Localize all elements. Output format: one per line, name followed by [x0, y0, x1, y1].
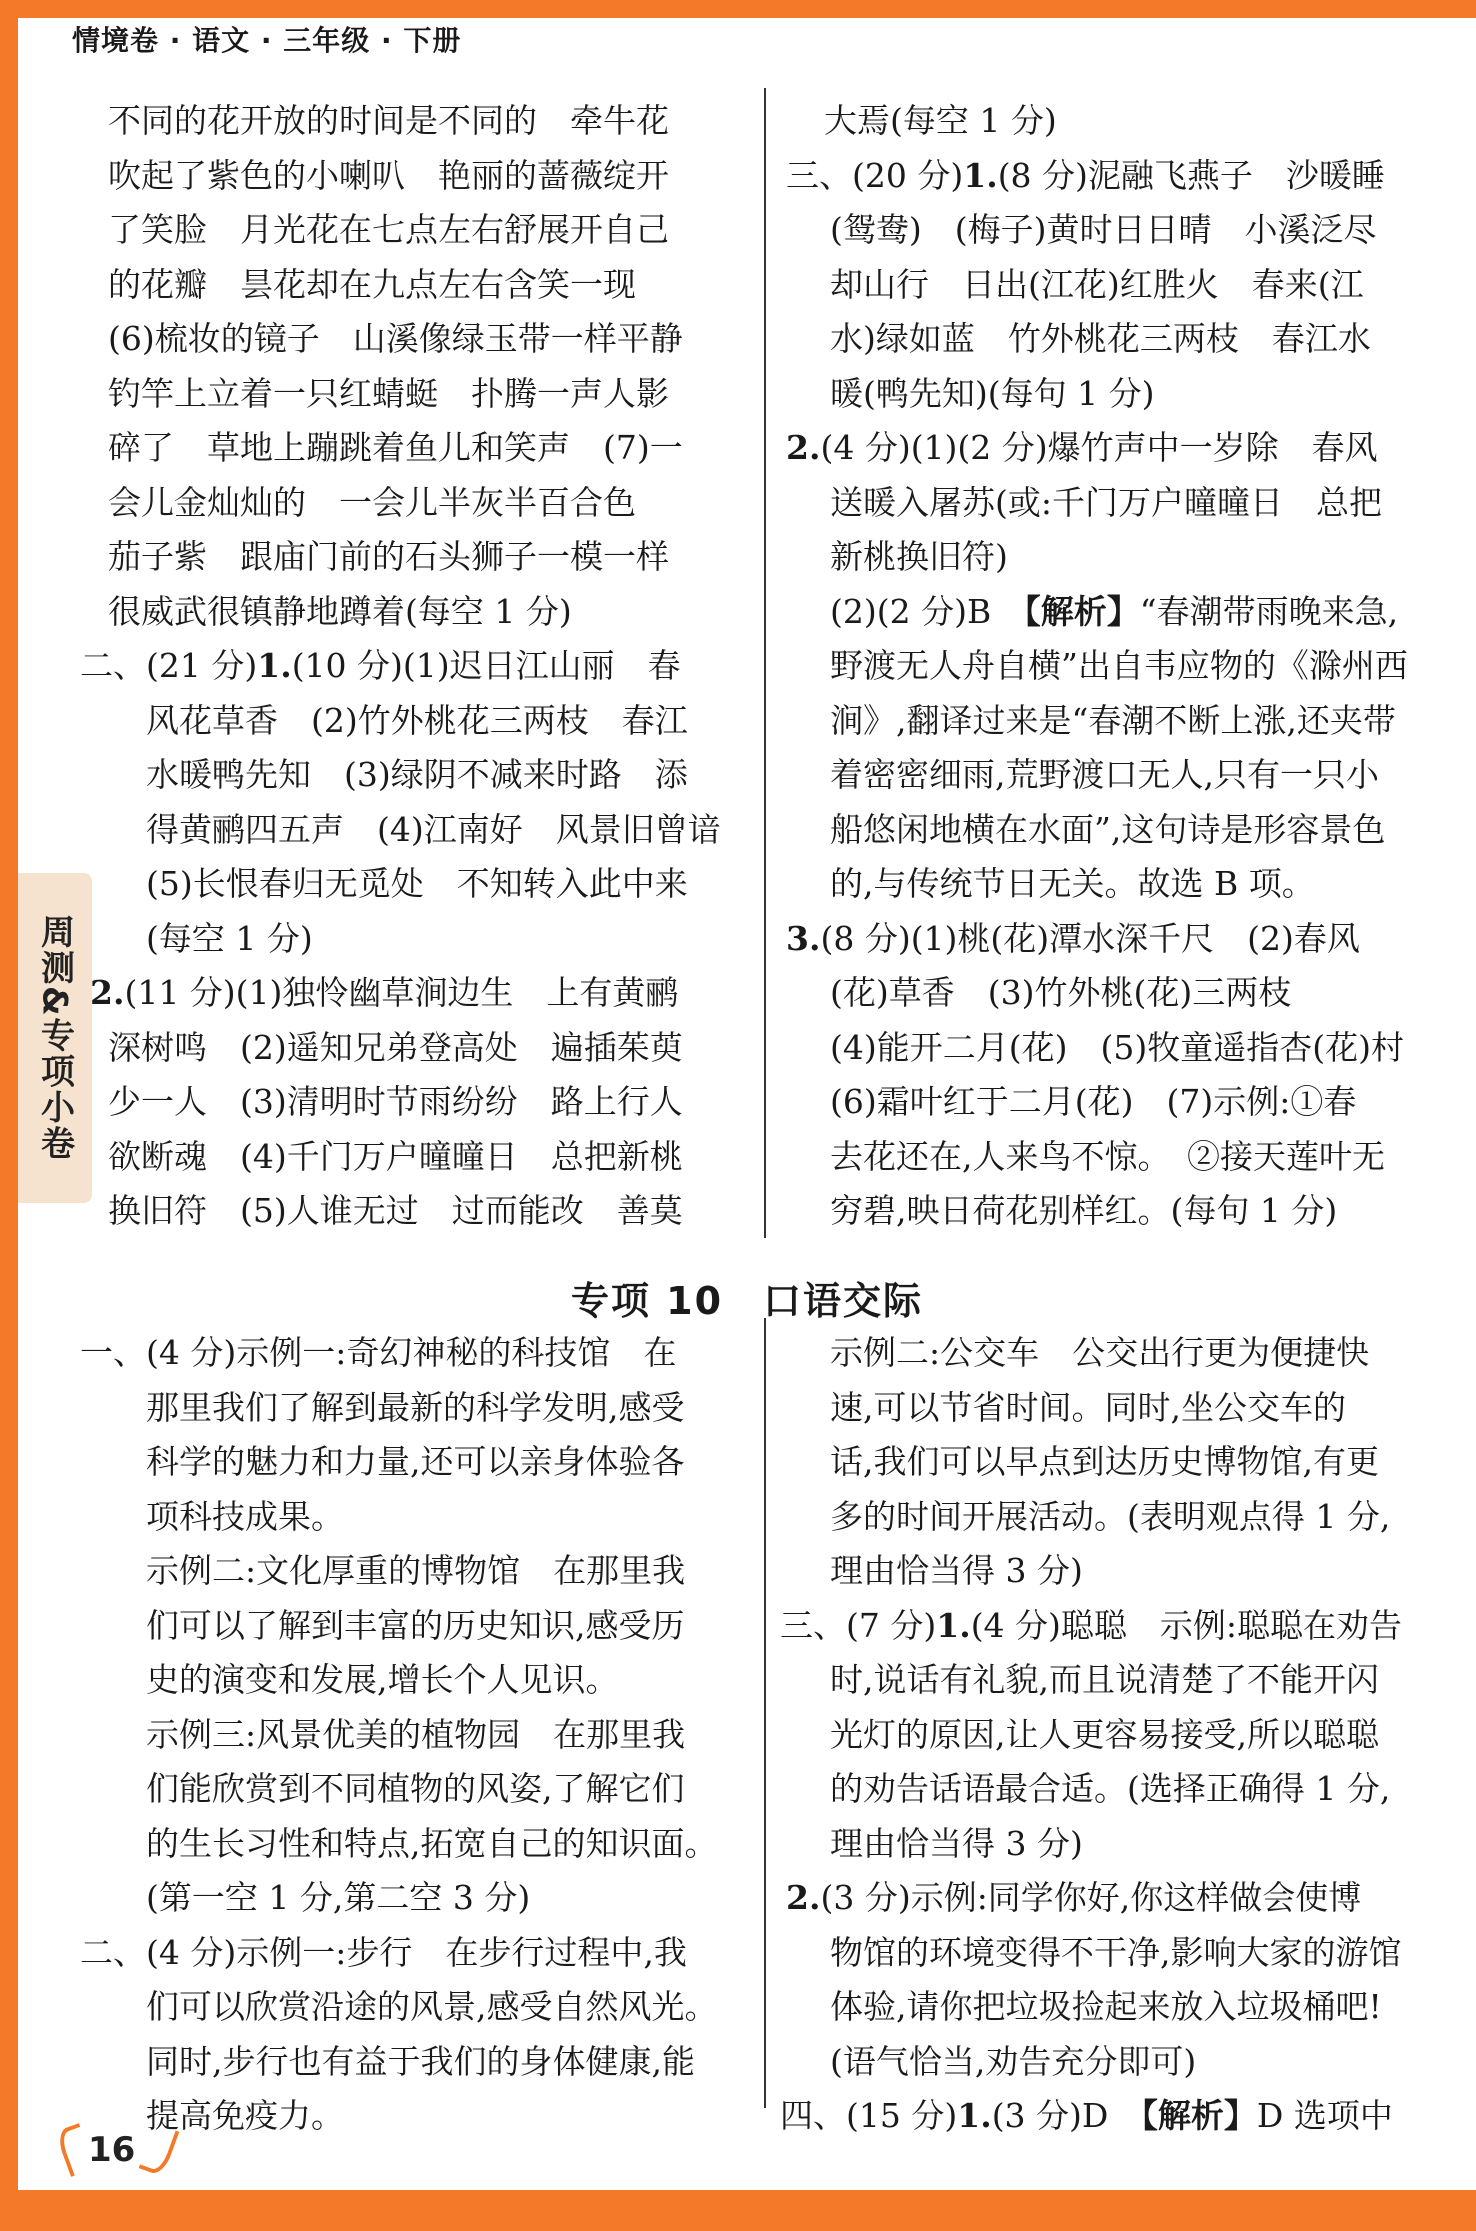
text-line: 话,我们可以早点到达历史博物馆,有更 — [830, 1442, 1379, 1481]
answer-text: “春潮带雨晚来急, — [1139, 591, 1399, 631]
right-sec3-q2-lines — [786, 476, 1466, 585]
text-line: 水暖鸭先知 (3)绿阴不减来时路 添 — [146, 755, 688, 794]
text-line: 茄子紫 跟庙门前的石头狮子一模一样 — [108, 537, 669, 576]
left-sec2-q1 — [80, 639, 758, 694]
text-line: 同时,步行也有益于我们的身体健康,能 — [146, 2041, 695, 2081]
left-sec2-q2 — [90, 966, 758, 1021]
right-column-top — [786, 94, 1466, 1239]
right-sec3-q3 — [786, 912, 1466, 967]
s10-left-sec2 — [80, 1926, 758, 1981]
right-sec3-q2-analysis — [786, 639, 1466, 912]
section-title: 专项 10 口语交际 — [570, 1279, 924, 1323]
section-head: 二、(21 分) — [80, 646, 258, 685]
right-column-bottom — [780, 1326, 1466, 2144]
page-header: 情境卷 · 语文 · 三年级 · 下册 — [72, 24, 462, 57]
s10-right-sec4-q1 — [780, 2089, 1466, 2144]
text-line: 体验,请你把垃圾捡起来放入垃圾桶吧! — [830, 1987, 1382, 2026]
text-line: (6)霜叶红于二月(花) (7)示例:①春 — [830, 1082, 1357, 1121]
question-number: 1. — [957, 2096, 992, 2135]
section-head: 二、(4 分) — [80, 1932, 237, 1972]
answer-text: (2)(2 分)B — [830, 591, 1025, 631]
question-number: 3. — [786, 918, 821, 958]
text-line: (第一空 1 分,第二空 3 分) — [146, 1878, 531, 1917]
s10-right-sec3-q1-lines — [786, 1653, 1466, 1871]
left-column-bottom — [80, 1326, 758, 2144]
text-line: 的生长习性和特点,拓宽自己的知识面。 — [146, 1823, 718, 1863]
text-line: 了笑脸 月光花在七点左右舒展开自己 — [108, 210, 669, 249]
column-divider-top — [764, 88, 766, 1238]
text-line: 示例二:文化厚重的博物馆 在那里我 — [146, 1551, 686, 1590]
text-line: (语气恰当,劝告充分即可) — [830, 2041, 1197, 2081]
right-top-first: 大焉(每空 1 分) — [824, 101, 1057, 140]
text-line: (6)梳妆的镜子 山溪像绿玉带一样平静 — [108, 319, 683, 358]
answer-page — [18, 18, 1476, 2208]
text-line: 穷碧,映日荷花别样红。(每句 1 分) — [830, 1191, 1338, 1230]
question-number: 2. — [786, 428, 821, 467]
text-line: 史的演变和发展,增长个人见识。 — [146, 1660, 619, 1699]
question-number: 2. — [786, 1878, 821, 1917]
text-line: (5)长恨春归无觅处 不知转入此中来 — [146, 864, 688, 903]
s10-right-sec3-q2-lines — [786, 1926, 1466, 2090]
question-number: 2. — [90, 973, 125, 1012]
text-line: 们可以了解到丰富的历史知识,感受历 — [146, 1605, 685, 1645]
left-sec2-q1-lines — [108, 694, 758, 967]
text-line: (每空 1 分) — [146, 918, 313, 958]
s10-left-sec1-lines — [108, 1381, 758, 1926]
text-line: 吹起了紫色的小喇叭 艳丽的蔷薇绽开 — [108, 155, 669, 195]
text-line: 野渡无人舟自横”出自韦应物的《滁州西 — [830, 646, 1408, 685]
question-number: 1. — [257, 646, 292, 685]
text-line: 多的时间开展活动。(表明观点得 1 分, — [830, 1496, 1391, 1536]
s10-right-sec3-q2 — [786, 1871, 1466, 1926]
text-line: 项科技成果。 — [146, 1496, 344, 1536]
text-line: 钓竿上立着一只红蜻蜓 扑腾一声人影 — [108, 373, 669, 413]
text-line: 的花瓣 昙花却在九点左右含笑一现 — [108, 264, 636, 304]
right-sec3-q2-sub2 — [786, 585, 1466, 640]
text-line: 送暖入屠苏(或:千门万户曈曈日 总把 — [830, 482, 1382, 522]
text-line: 欲断魂 (4)千门万户曈曈日 总把新桃 — [108, 1136, 683, 1176]
text-line: 理由恰当得 3 分) — [830, 1551, 1083, 1590]
text-line: 时,说话有礼貌,而且说清楚了不能开闪 — [830, 1660, 1379, 1699]
right-sec3-q3-lines — [786, 966, 1466, 1239]
answer-text: 示例一:奇幻神秘的科技馆 在 — [236, 1333, 677, 1372]
left-column-top — [80, 94, 758, 1239]
page-number: 16 — [88, 2130, 136, 2170]
column-divider-bottom — [764, 1318, 766, 2108]
text-line: 示例二:公交车 公交出行更为便捷快 — [830, 1333, 1370, 1372]
text-line: 去花还在,人来鸟不惊。 ②接天莲叶无 — [830, 1136, 1385, 1176]
text-line: 换旧符 (5)人谁无过 过而能改 善莫 — [108, 1191, 683, 1230]
text-line: 暖(鸭先知)(每句 1 分) — [830, 373, 1155, 413]
s10-right-sec3-q1 — [780, 1599, 1466, 1654]
answer-text: (8 分)(1)桃(花)潭水深千尺 (2)春风 — [820, 918, 1360, 958]
text-line: 提高免疫力。 — [146, 2096, 344, 2135]
text-line: 们能欣赏到不同植物的风姿,了解它们 — [146, 1769, 685, 1808]
s10-left-sec1 — [80, 1326, 758, 1381]
text-line: 新桃换旧符) — [830, 537, 1008, 576]
answer-text: (3 分)示例:同学你好,你这样做会使博 — [820, 1878, 1362, 1917]
answer-text: (4 分)(1)(2 分)爆竹声中一岁除 春风 — [820, 428, 1378, 467]
left-sec2-q2-lines — [108, 1021, 758, 1239]
analysis-tag: 【解析】 — [1024, 591, 1140, 631]
text-line: 涧》,翻译过来是“春潮不断上涨,还夹带 — [830, 700, 1396, 740]
answer-text: (10 分)(1)迟日江山丽 春 — [291, 646, 681, 685]
side-tab-label: 周测&专项小卷 — [34, 914, 75, 1162]
text-line: 示例三:风景优美的植物园 在那里我 — [146, 1714, 686, 1754]
text-line: 会儿金灿灿的 一会儿半灰半百合色 — [108, 482, 636, 522]
section-head: 一、(4 分) — [80, 1333, 237, 1372]
section-head: 四、(15 分) — [780, 2096, 958, 2135]
text-line: 的劝告话语最合适。(选择正确得 1 分, — [830, 1769, 1391, 1808]
s10-left-sec2-lines — [108, 1980, 758, 2144]
answer-text: (11 分)(1)独怜幽草涧边生 上有黄鹂 — [124, 973, 679, 1012]
text-line: 船悠闲地横在水面”,这句诗是形容景色 — [830, 809, 1386, 849]
section-head: 三、(7 分) — [780, 1605, 937, 1645]
text-line: (鸳鸯) (梅子)黄时日日晴 小溪泛尽 — [830, 210, 1377, 249]
text-line: 水)绿如蓝 竹外桃花三两枝 春江水 — [830, 319, 1371, 358]
text-line: 光灯的原因,让人更容易接受,所以聪聪 — [830, 1714, 1379, 1754]
text-line: (4)能开二月(花) (5)牧童遥指杏(花)村 — [830, 1027, 1404, 1067]
right-sec3-q1 — [786, 149, 1466, 204]
right-sec3-q2 — [786, 421, 1466, 476]
text-line: 不同的花开放的时间是不同的 牵牛花 — [108, 101, 669, 140]
section-head: 三、(20 分) — [786, 155, 964, 195]
question-number: 1. — [936, 1605, 971, 1645]
s10-right-cont-lines — [786, 1326, 1466, 1599]
question-number: 1. — [963, 155, 998, 195]
text-line: 碎了 草地上蹦跳着鱼儿和笑声 (7)一 — [108, 428, 683, 467]
text-line: 理由恰当得 3 分) — [830, 1823, 1083, 1863]
text-line: 的,与传统节日无关。故选 B 项。 — [830, 864, 1315, 903]
side-tab — [18, 873, 92, 1203]
text-line: 着密密细雨,荒野渡口无人,只有一只小 — [830, 755, 1379, 794]
bottom-bar — [18, 2190, 1476, 2231]
text-line: 少一人 (3)清明时节雨纷纷 路上行人 — [108, 1082, 683, 1121]
answer-text: D 选项中 — [1256, 2096, 1393, 2135]
answer-text: (8 分)泥融飞燕子 沙暖睡 — [997, 155, 1385, 195]
answer-text: (3 分)D — [991, 2096, 1142, 2135]
text-line: 那里我们了解到最新的科学发明,感受 — [146, 1387, 685, 1427]
answer-text: (4 分)聪聪 示例:聪聪在劝告 — [970, 1605, 1403, 1645]
left-top-lines — [108, 94, 758, 639]
text-line: (花)草香 (3)竹外桃(花)三两枝 — [830, 973, 1292, 1012]
text-line: 风花草香 (2)竹外桃花三两枝 春江 — [146, 700, 688, 740]
text-line: 却山行 日出(江花)红胜火 春来(江 — [830, 264, 1364, 304]
text-line: 很威武很镇静地蹲着(每空 1 分) — [108, 591, 572, 631]
text-line: 物馆的环境变得不干净,影响大家的游馆 — [830, 1932, 1402, 1972]
right-sec3-q1-lines — [786, 203, 1466, 421]
analysis-tag: 【解析】 — [1141, 2096, 1257, 2135]
answer-text: 示例一:步行 在步行过程中,我 — [236, 1932, 687, 1972]
text-line: 得黄鹂四五声 (4)江南好 风景旧曾谙 — [146, 809, 721, 849]
text-line: 科学的魅力和力量,还可以亲身体验各 — [146, 1442, 685, 1481]
text-line: 速,可以节省时间。同时,坐公交车的 — [830, 1387, 1346, 1427]
text-line: 深树鸣 (2)遥知兄弟登高处 遍插茱萸 — [108, 1027, 683, 1067]
text-line: 们可以欣赏沿途的风景,感受自然风光。 — [146, 1987, 718, 2026]
